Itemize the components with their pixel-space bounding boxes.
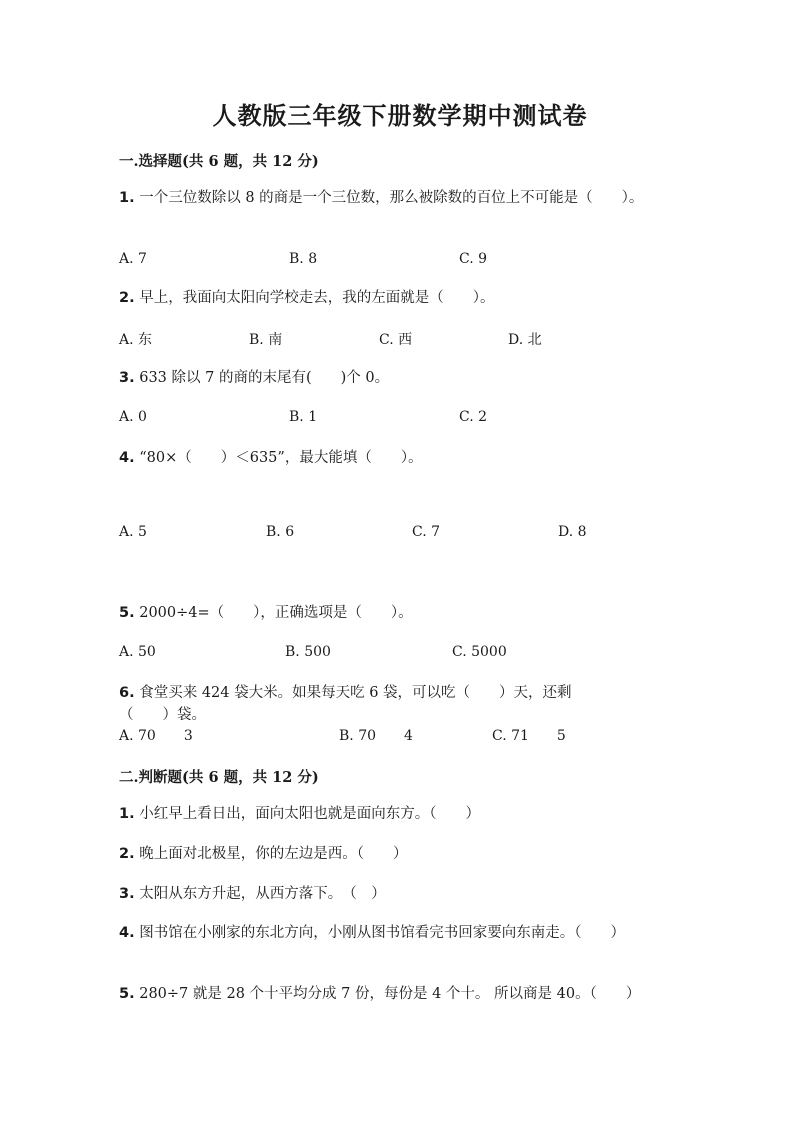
section-2-header: 二.判断题(共 6 题，共 12 分) (119, 769, 319, 786)
judge-question-1 (119, 803, 679, 825)
question-number: 4. (119, 450, 135, 466)
section-1-header: 一.选择题(共 6 题，共 12 分) (119, 153, 319, 170)
question-text: 280÷7 就是 28 个十平均分成 7 份，每份是 4 个十。 所以商是 40。（ ） (139, 986, 641, 1002)
question-number: 3. (119, 886, 135, 902)
question-number: 6. (119, 685, 135, 701)
option-b: B. 6 (266, 524, 295, 540)
question-text: 一个三位数除以 8 的商是一个三位数，那么被除数的百位上不可能是（ ）。 (139, 190, 644, 206)
option-b: B. 1 (289, 409, 318, 425)
question-number: 1. (119, 190, 135, 206)
question-number: 2. (119, 846, 135, 862)
question-number: 2. (119, 290, 135, 306)
option-c: C. 9 (459, 251, 488, 267)
option-a: A. 50 (119, 644, 156, 660)
choice-question-2 (119, 287, 679, 309)
question-text: 晚上面对北极星，你的左边是西。（ ） (139, 846, 408, 862)
option-c: C. 7 (412, 524, 441, 540)
option-c: C. 71 5 (492, 728, 566, 744)
choice-question-5 (119, 602, 679, 624)
choice-question-4 (119, 447, 679, 469)
page-title: 人教版三年级下册数学期中测试卷 (212, 101, 588, 130)
question-text: 633 除以 7 的商的末尾有( )个 0。 (139, 370, 390, 386)
question-text: 小红早上看日出，面向太阳也就是面向东方。（ ） (139, 806, 480, 822)
choice-question-1 (119, 187, 679, 209)
judge-question-4 (119, 922, 679, 944)
question-text: 太阳从东方升起，从西方落下。 （ ） (139, 886, 386, 902)
question-number: 4. (119, 925, 135, 941)
option-a: A. 0 (119, 409, 147, 425)
option-d: D. 8 (558, 524, 587, 540)
option-c: C. 2 (459, 409, 488, 425)
option-b: B. 8 (289, 251, 318, 267)
option-c: C. 5000 (452, 644, 507, 660)
question-text: 2000÷4=（ ），正确选项是（ ）。 (139, 605, 413, 621)
option-a: A. 东 (119, 332, 153, 348)
judge-question-2 (119, 843, 679, 865)
choice-question-6 (119, 682, 619, 726)
option-b: B. 500 (285, 644, 331, 660)
question-number: 5. (119, 605, 135, 621)
option-b: B. 南 (249, 332, 283, 348)
option-a: A. 7 (119, 251, 147, 267)
judge-question-5 (119, 983, 679, 1005)
choice-question-3 (119, 367, 679, 389)
option-c: C. 西 (379, 332, 413, 348)
question-text: “80×（ ）＜635”，最大能填（ ）。 (139, 450, 423, 466)
option-a: A. 5 (119, 524, 147, 540)
option-a: A. 70 3 (119, 728, 193, 744)
question-text: 食堂买来 424 袋大米。如果每天吃 6 袋，可以吃（ ）天，还剩（ ）袋。 (119, 685, 572, 723)
question-text: 早上，我面向太阳向学校走去，我的左面就是（ ）。 (139, 290, 495, 306)
option-d: D. 北 (508, 332, 542, 348)
option-b: B. 70 4 (339, 728, 413, 744)
question-number: 3. (119, 370, 135, 386)
question-number: 1. (119, 806, 135, 822)
question-text: 图书馆在小刚家的东北方向，小刚从图书馆看完书回家要向东南走。（ ） (139, 925, 625, 941)
judge-question-3 (119, 883, 679, 905)
question-number: 5. (119, 986, 135, 1002)
